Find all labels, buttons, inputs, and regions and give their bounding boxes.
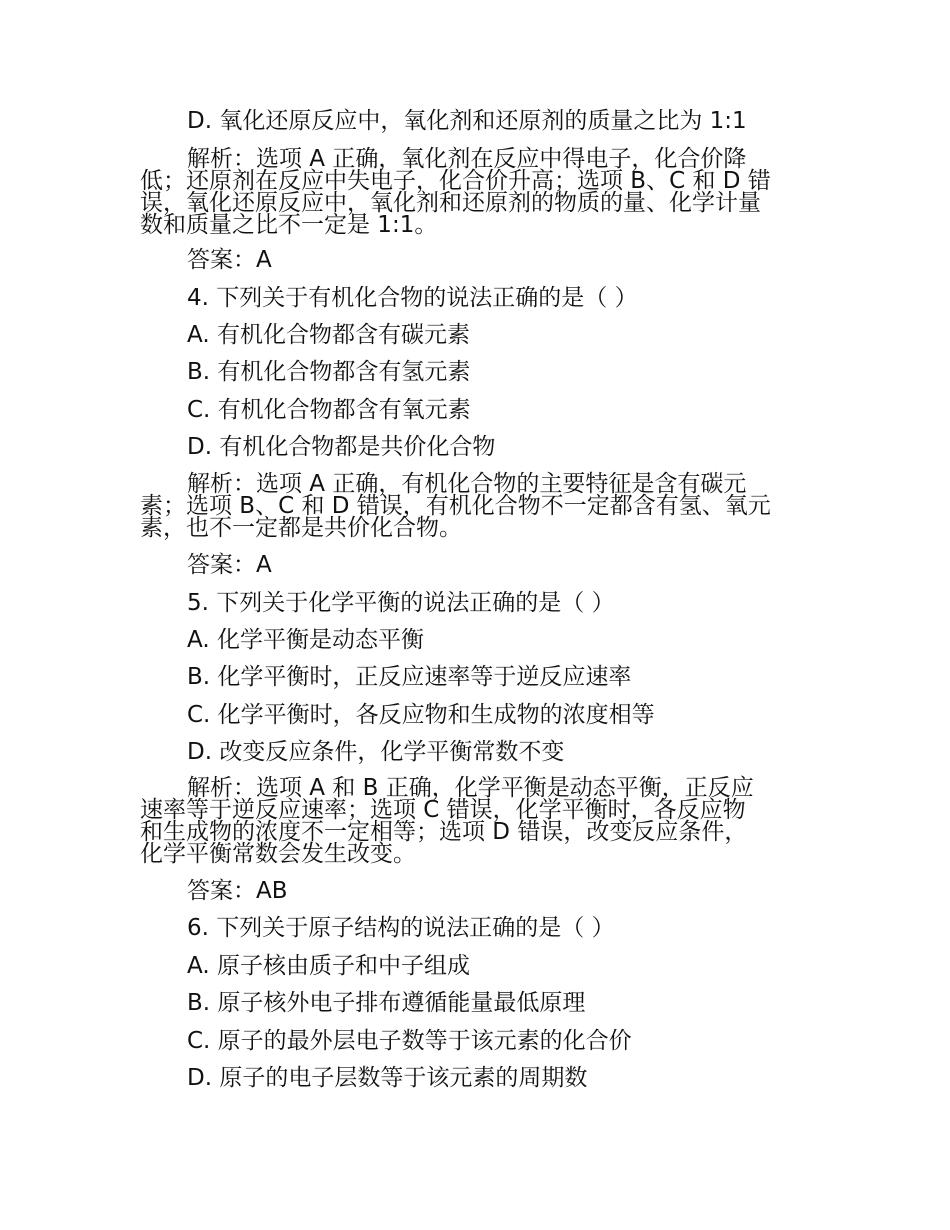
option-d-q3: D. 氧化还原反应中，氧化剂和还原剂的质量之比为 1:1 bbox=[187, 108, 747, 134]
answer-q3: 答案：A bbox=[187, 247, 272, 273]
answer-q5: 答案：AB bbox=[187, 878, 288, 904]
question-4: 4. 下列关于有机化合物的说法正确的是（ ） bbox=[187, 285, 638, 311]
analysis-q5 bbox=[140, 777, 812, 865]
option-c-q5: C. 化学平衡时，各反应物和生成物的浓度相等 bbox=[187, 702, 655, 728]
question-5: 5. 下列关于化学平衡的说法正确的是（ ） bbox=[187, 590, 615, 616]
option-c-q6: C. 原子的最外层电子数等于该元素的化合价 bbox=[187, 1028, 632, 1054]
question-6: 6. 下列关于原子结构的说法正确的是（ ） bbox=[187, 915, 615, 941]
analysis-q5-first-line: 解析：选项 A 和 B 正确，化学平衡是动态平衡，正反应 bbox=[187, 775, 754, 801]
option-c-q4: C. 有机化合物都含有氧元素 bbox=[187, 397, 471, 423]
analysis-q5-body: 速率等于逆反应速率；选项 C 错误，化学平衡时，各反应物 和生成物的浓度不一定相等；选项 D 错误，改变反应条件， 化学平衡常数会发生改变。 bbox=[140, 797, 748, 867]
answer-q4: 答案：A bbox=[187, 552, 272, 578]
option-d-q4: D. 有机化合物都是共价化合物 bbox=[187, 434, 496, 460]
option-a-q5: A. 化学平衡是动态平衡 bbox=[187, 627, 424, 653]
option-b-q5: B. 化学平衡时，正反应速率等于逆反应速率 bbox=[187, 664, 632, 690]
analysis-q4-body: 素；选项 B、C 和 D 错误，有机化合物不一定都含有氢、氧元 素，也不一定都是共价化合物。 bbox=[140, 493, 771, 541]
option-a-q6: A. 原子核由质子和中子组成 bbox=[187, 953, 470, 979]
analysis-q4 bbox=[140, 473, 812, 539]
option-b-q6: B. 原子核外电子排布遵循能量最低原理 bbox=[187, 990, 586, 1016]
option-a-q4: A. 有机化合物都含有碳元素 bbox=[187, 322, 470, 348]
analysis-q3-first-line: 解析：选项 A 正确，氧化剂在反应中得电子，化合价降 bbox=[187, 146, 747, 172]
analysis-q3 bbox=[140, 148, 812, 236]
option-d-q6: D. 原子的电子层数等于该元素的周期数 bbox=[187, 1065, 588, 1091]
analysis-q4-first-line: 解析：选项 A 正确，有机化合物的主要特征是含有碳元 bbox=[187, 471, 747, 497]
option-b-q4: B. 有机化合物都含有氢元素 bbox=[187, 359, 471, 385]
option-d-q5: D. 改变反应条件，化学平衡常数不变 bbox=[187, 739, 565, 765]
analysis-q3-body: 低；还原剂在反应中失电子，化合价升高；选项 B、C 和 D 错 误，氧化还原反应中，氧化剂和还原剂的物质的量、化学计量 数和质量之比不一定是 1:1。 bbox=[140, 168, 771, 238]
